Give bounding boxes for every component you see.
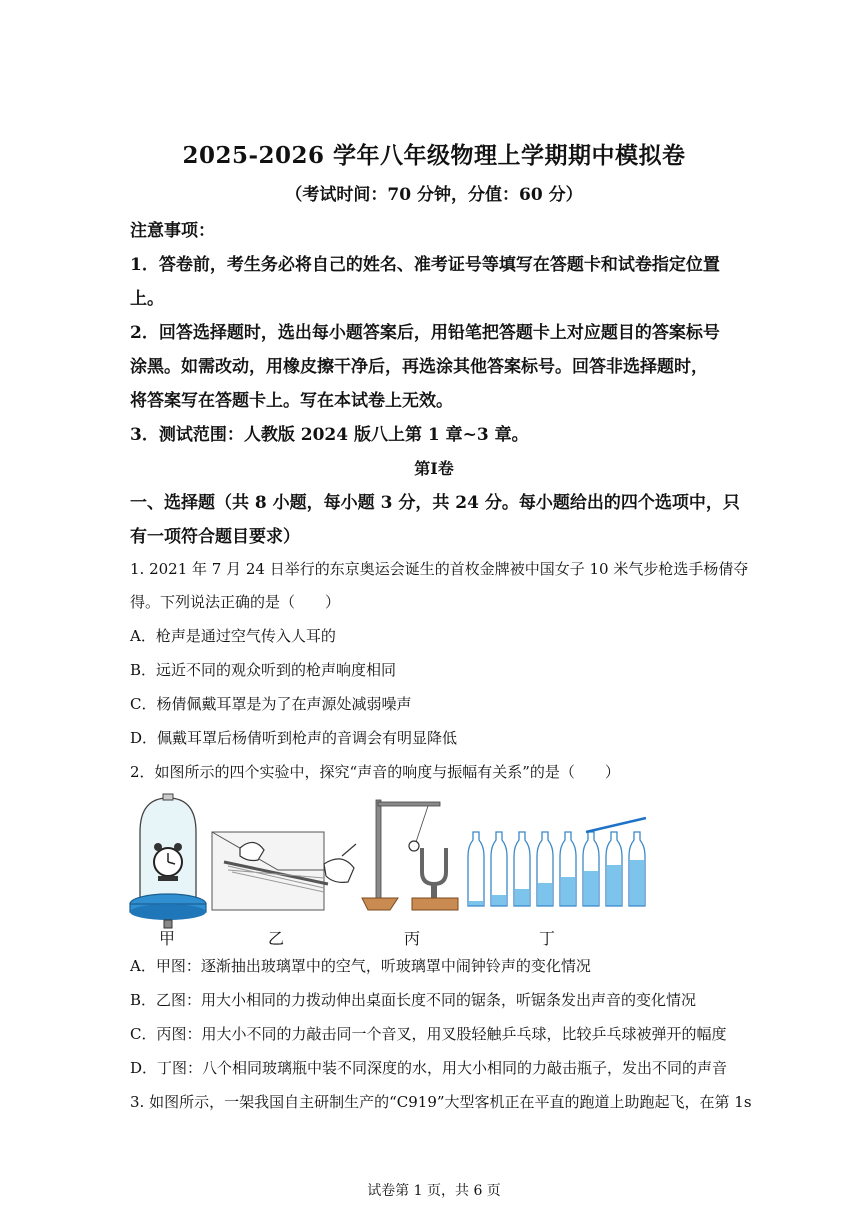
striking-rod — [586, 818, 646, 832]
option-b: B．乙图：用大小相同的力拨动伸出桌面长度不同的锯条，听锯条发出声音的变化情况 — [130, 991, 697, 1009]
glass-bottle — [491, 832, 507, 906]
glass-bottle — [537, 832, 553, 906]
figure-label-yi: 乙 — [268, 929, 285, 948]
option-a: A．甲图：逐渐抽出玻璃罩中的空气，听玻璃罩中闹钟铃声的变化情况 — [130, 957, 591, 975]
option-d: D．佩戴耳罩后杨倩听到枪声的音调会有明显降低 — [130, 729, 458, 747]
glass-bottle — [514, 832, 530, 906]
option-b: B．远近不同的观众听到的枪声响度相同 — [130, 661, 397, 679]
note-line: 3．测试范围：人教版 2024 版八上第 1 章~3 章。 — [130, 425, 529, 445]
page-footer: 试卷第 1 页，共 6 页 — [367, 1183, 501, 1199]
figure-label-jia: 甲 — [159, 929, 176, 948]
glass-bottle — [629, 832, 645, 906]
glass-bottle — [606, 832, 622, 906]
option-a: A．枪声是通过空气传入人耳的 — [130, 627, 336, 645]
question-stem: 得。下列说法正确的是（ ） — [130, 593, 341, 611]
glass-bottle — [468, 832, 484, 906]
page-title: 2025-2026 学年八年级物理上学期期中模拟卷 — [182, 142, 686, 169]
glass-bottle — [560, 832, 576, 906]
question-stem: 3. 如图所示，一架我国自主研制生产的“C919”大型客机正在平直的跑道上助跑起飞，在第 1s — [130, 1093, 752, 1111]
option-d: D．丁图：八个相同玻璃瓶中装不同深度的水，用大小相同的力敲击瓶子，发出不同的声音 — [130, 1059, 728, 1077]
note-line: 上。 — [130, 289, 164, 309]
section-heading: 一、选择题（共 8 小题，每小题 3 分，共 24 分。每小题给出的四个选项中，只 — [130, 493, 740, 513]
saw-blade-illustration — [212, 832, 356, 910]
section-heading: 有一项符合题目要求） — [130, 527, 300, 547]
note-line: 1．答卷前，考生务必将自己的姓名、准考证号等填写在答题卡和试卷指定位置 — [130, 255, 720, 275]
figure-label-bing: 丙 — [404, 929, 421, 948]
tuning-fork-illustration — [362, 800, 458, 910]
glass-bottle — [583, 832, 599, 906]
question-stem: 1. 2021 年 7 月 24 日举行的东京奥运会诞生的首枚金牌被中国女子 10 米气步枪选手杨倩夺 — [130, 560, 749, 578]
note-line: 涂黑。如需改动，用橡皮擦干净后，再选涂其他答案标号。回答非选择题时， — [130, 357, 708, 377]
notes-heading: 注意事项： — [130, 221, 215, 241]
water-bottles-illustration — [468, 832, 645, 906]
experiment-figure — [128, 792, 658, 942]
note-line: 2．回答选择题时，选出每小题答案后，用铅笔把答题卡上对应题目的答案标号 — [130, 323, 720, 343]
bell-jar-illustration — [130, 794, 206, 928]
volume-heading: 第Ⅰ卷 — [414, 459, 454, 478]
note-line: 将答案写在答题卡上。写在本试卷上无效。 — [130, 391, 453, 411]
figure-label-ding: 丁 — [539, 929, 556, 948]
question-stem: 2．如图所示的四个实验中，探究“声音的响度与振幅有关系”的是（ ） — [130, 763, 620, 781]
option-c: C．杨倩佩戴耳罩是为了在声源处减弱噪声 — [130, 695, 412, 713]
option-c: C．丙图：用大小不同的力敲击同一个音叉，用叉股轻触乒乓球，比较乒乓球被弹开的幅度 — [130, 1025, 727, 1043]
page-subtitle: （考试时间：70 分钟，分值：60 分） — [285, 185, 583, 205]
